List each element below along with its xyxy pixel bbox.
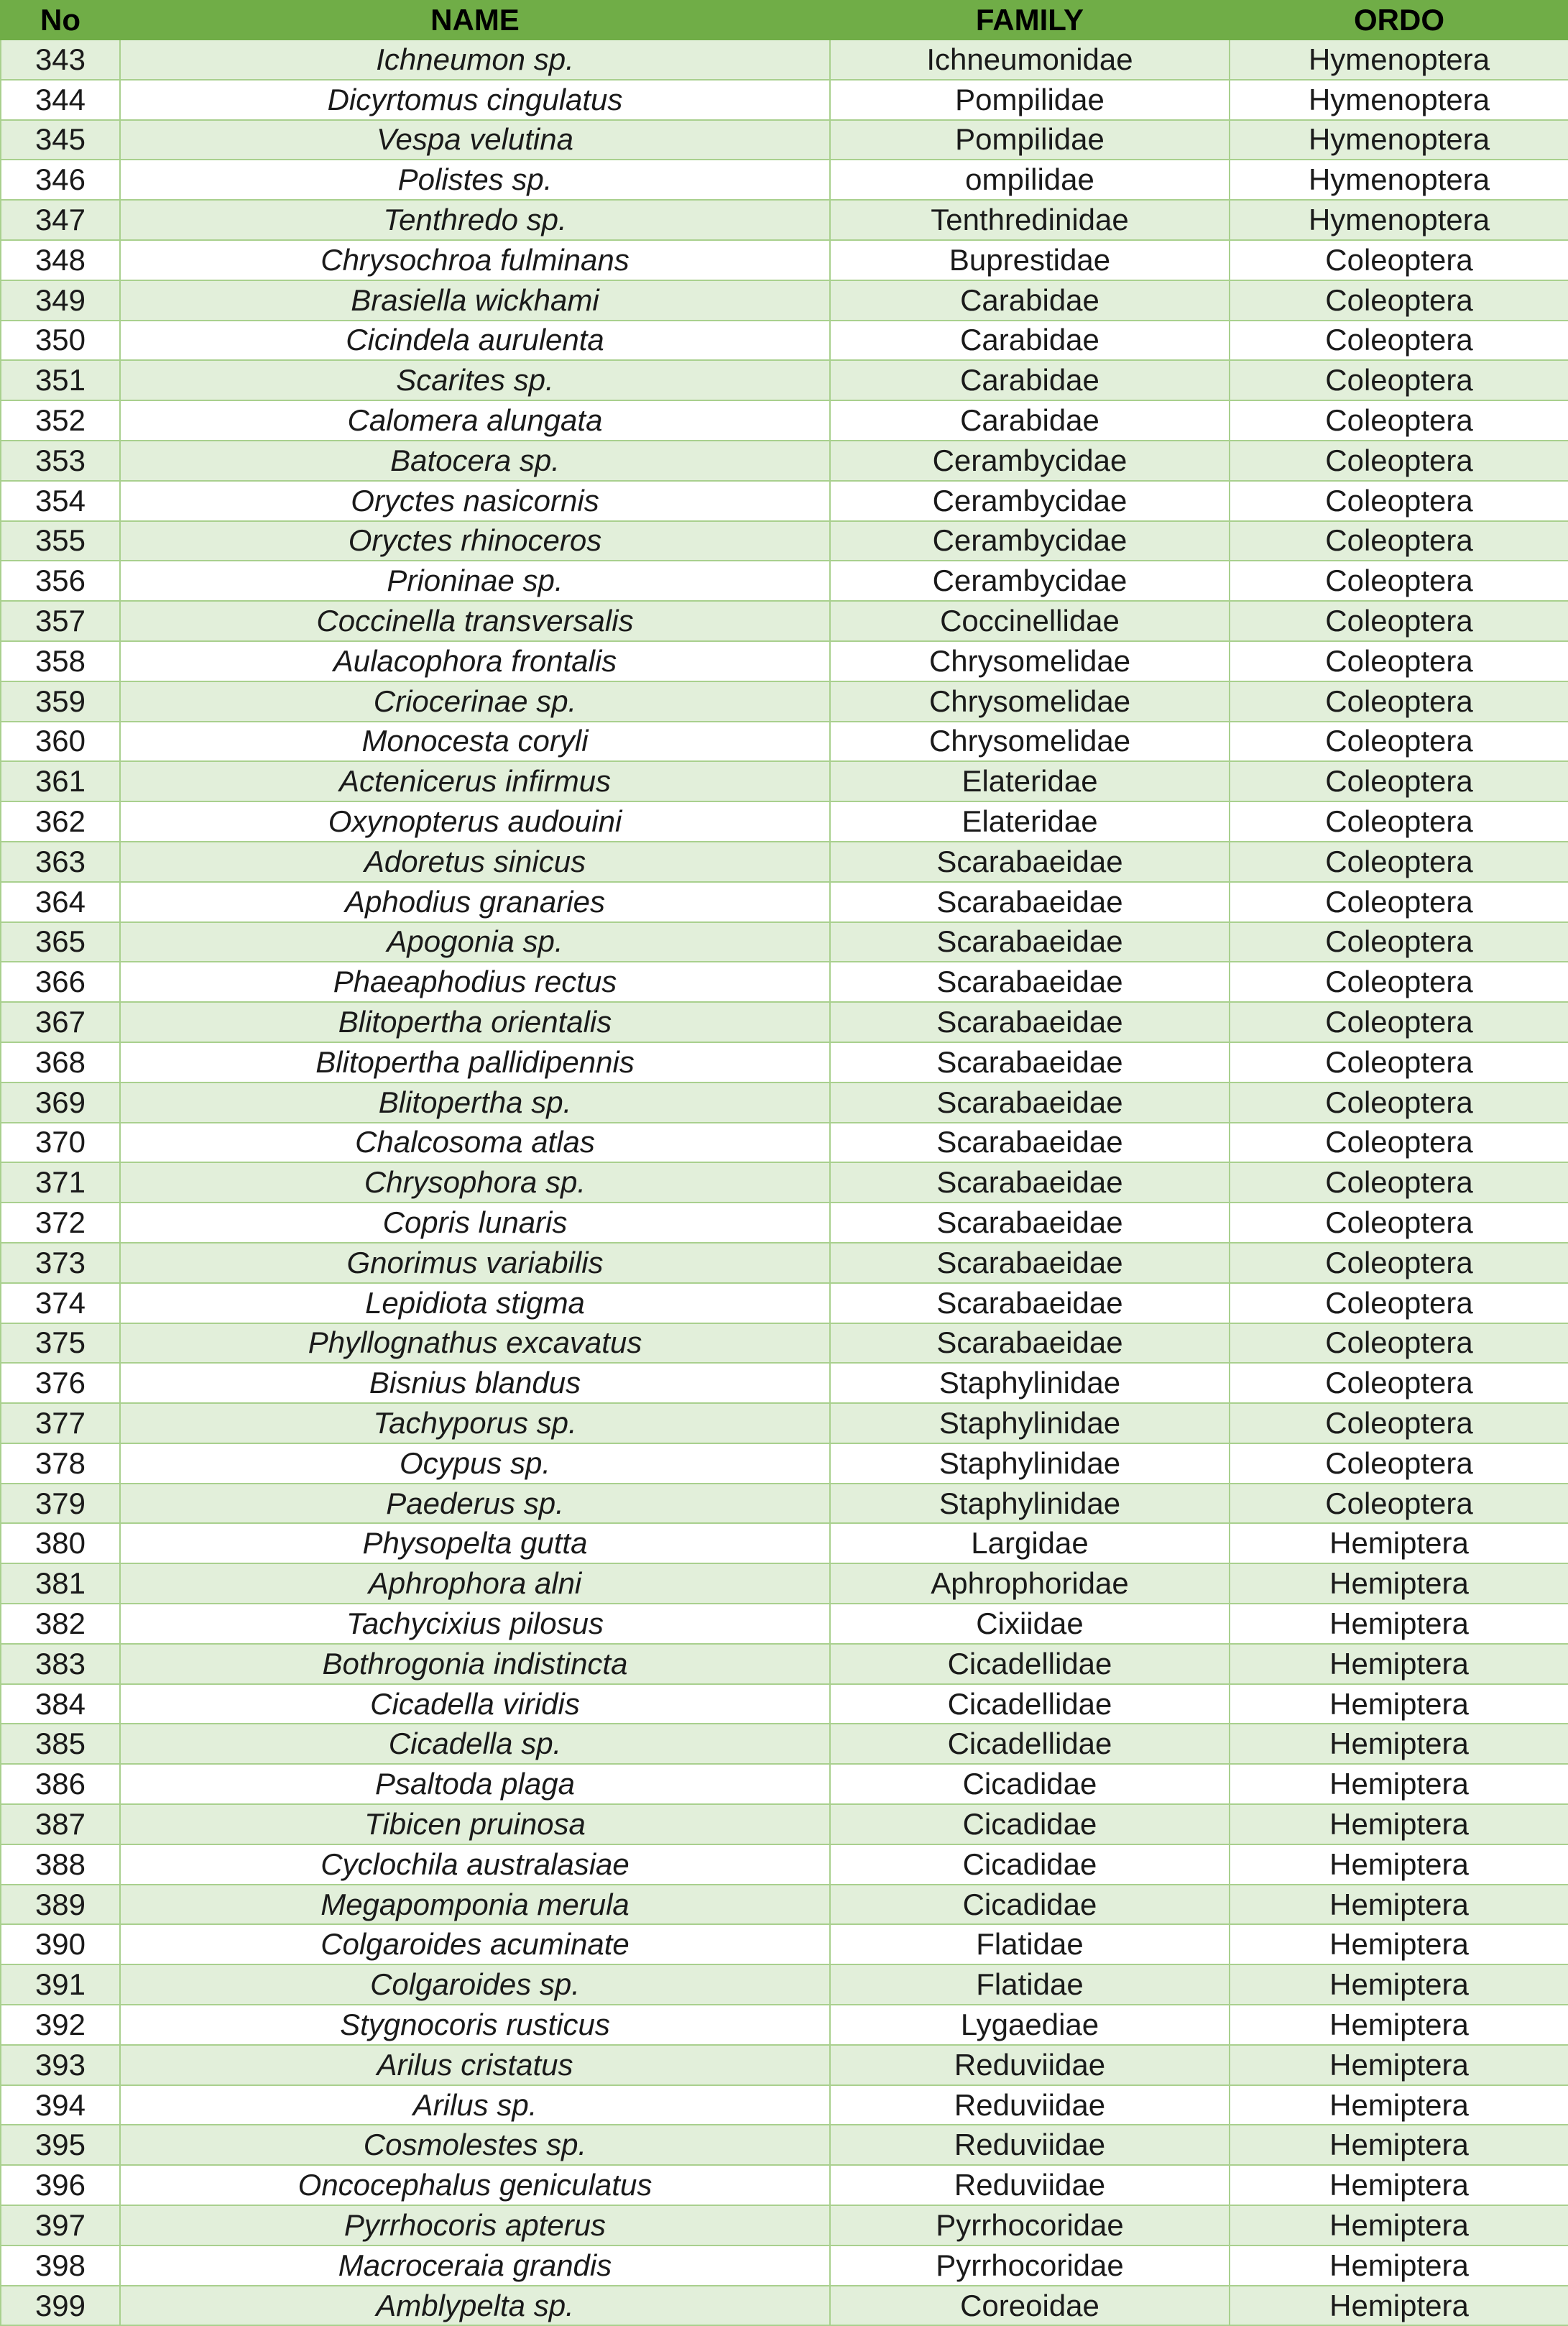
cell-name: Blitopertha sp. <box>120 1082 830 1123</box>
header-ordo: ORDO <box>1230 1 1568 40</box>
table-row <box>1 200 1568 240</box>
cell-ordo: Hemiptera <box>1230 2045 1568 2085</box>
cell-name: Ichneumon sp. <box>120 40 830 80</box>
cell-family: Cicadellidae <box>830 1644 1230 1684</box>
cell-no: 369 <box>1 1082 120 1123</box>
cell-name: Colgaroides sp. <box>120 1964 830 2005</box>
cell-name: Criocerinae sp. <box>120 681 830 722</box>
cell-ordo: Hemiptera <box>1230 1764 1568 1804</box>
cell-ordo: Coleoptera <box>1230 681 1568 722</box>
cell-no: 367 <box>1 1002 120 1042</box>
cell-family: Flatidae <box>830 1924 1230 1964</box>
cell-family: Reduviidae <box>830 2085 1230 2125</box>
cell-family: Scarabaeidae <box>830 1203 1230 1243</box>
cell-no: 396 <box>1 2165 120 2205</box>
cell-family: Scarabaeidae <box>830 1002 1230 1042</box>
cell-family: Scarabaeidae <box>830 882 1230 922</box>
cell-family: Largidae <box>830 1523 1230 1563</box>
table-row <box>1 1042 1568 1082</box>
cell-family: Carabidae <box>830 321 1230 361</box>
cell-ordo: Hemiptera <box>1230 1563 1568 1604</box>
cell-ordo: Coleoptera <box>1230 1042 1568 1082</box>
table-row <box>1 1323 1568 1364</box>
cell-family: ompilidae <box>830 160 1230 200</box>
cell-no: 394 <box>1 2085 120 2125</box>
cell-ordo: Coleoptera <box>1230 801 1568 842</box>
cell-family: Reduviidae <box>830 2125 1230 2165</box>
cell-family: Pompilidae <box>830 80 1230 120</box>
cell-name: Bothrogonia indistincta <box>120 1644 830 1684</box>
cell-family: Scarabaeidae <box>830 842 1230 882</box>
cell-family: Flatidae <box>830 1964 1230 2005</box>
table-row <box>1 1924 1568 1964</box>
cell-ordo: Coleoptera <box>1230 441 1568 481</box>
table-row <box>1 601 1568 641</box>
cell-no: 391 <box>1 1964 120 2005</box>
table-row <box>1 761 1568 801</box>
cell-no: 368 <box>1 1042 120 1082</box>
cell-ordo: Coleoptera <box>1230 321 1568 361</box>
cell-no: 389 <box>1 1885 120 1925</box>
cell-ordo: Hymenoptera <box>1230 80 1568 120</box>
cell-ordo: Hemiptera <box>1230 1523 1568 1563</box>
cell-no: 363 <box>1 842 120 882</box>
cell-family: Scarabaeidae <box>830 1082 1230 1123</box>
cell-name: Phaeaphodius rectus <box>120 962 830 1002</box>
cell-ordo: Hemiptera <box>1230 1724 1568 1764</box>
cell-no: 393 <box>1 2045 120 2085</box>
cell-no: 344 <box>1 80 120 120</box>
table-row <box>1 441 1568 481</box>
cell-ordo: Coleoptera <box>1230 360 1568 400</box>
table-row <box>1 1363 1568 1403</box>
cell-ordo: Hemiptera <box>1230 1964 1568 2005</box>
cell-no: 386 <box>1 1764 120 1804</box>
cell-name: Apogonia sp. <box>120 922 830 962</box>
cell-no: 357 <box>1 601 120 641</box>
cell-family: Cicadellidae <box>830 1684 1230 1724</box>
cell-ordo: Coleoptera <box>1230 1123 1568 1163</box>
cell-name: Gnorimus variabilis <box>120 1243 830 1283</box>
cell-family: Cicadidae <box>830 1885 1230 1925</box>
cell-name: Aphrophora alni <box>120 1563 830 1604</box>
cell-no: 384 <box>1 1684 120 1724</box>
cell-no: 398 <box>1 2245 120 2286</box>
table-row <box>1 160 1568 200</box>
cell-no: 378 <box>1 1443 120 1484</box>
table-row <box>1 1604 1568 1644</box>
cell-ordo: Coleoptera <box>1230 1203 1568 1243</box>
cell-ordo: Coleoptera <box>1230 1363 1568 1403</box>
table-row <box>1 801 1568 842</box>
cell-name: Cosmolestes sp. <box>120 2125 830 2165</box>
cell-family: Reduviidae <box>830 2045 1230 2085</box>
table-row <box>1 1764 1568 1804</box>
cell-name: Colgaroides acuminate <box>120 1924 830 1964</box>
cell-name: Brasiella wickhami <box>120 280 830 321</box>
table-row <box>1 1283 1568 1323</box>
cell-ordo: Coleoptera <box>1230 722 1568 762</box>
cell-no: 370 <box>1 1123 120 1163</box>
header-family: FAMILY <box>830 1 1230 40</box>
cell-family: Carabidae <box>830 400 1230 441</box>
header-name: NAME <box>120 1 830 40</box>
table-row <box>1 1082 1568 1123</box>
header-row <box>1 1 1568 40</box>
cell-ordo: Hymenoptera <box>1230 40 1568 80</box>
cell-no: 383 <box>1 1644 120 1684</box>
cell-family: Pompilidae <box>830 120 1230 160</box>
cell-ordo: Hemiptera <box>1230 1644 1568 1684</box>
cell-ordo: Hemiptera <box>1230 1924 1568 1964</box>
cell-ordo: Coleoptera <box>1230 1323 1568 1364</box>
cell-ordo: Hemiptera <box>1230 2205 1568 2245</box>
cell-family: Coreoidae <box>830 2286 1230 2326</box>
cell-no: 381 <box>1 1563 120 1604</box>
cell-no: 371 <box>1 1162 120 1203</box>
cell-family: Scarabaeidae <box>830 1283 1230 1323</box>
cell-ordo: Hemiptera <box>1230 1604 1568 1644</box>
cell-no: 350 <box>1 321 120 361</box>
cell-family: Staphylinidae <box>830 1443 1230 1484</box>
cell-ordo: Hemiptera <box>1230 2125 1568 2165</box>
cell-family: Coccinellidae <box>830 601 1230 641</box>
cell-family: Elateridae <box>830 761 1230 801</box>
cell-ordo: Hemiptera <box>1230 1684 1568 1724</box>
cell-ordo: Coleoptera <box>1230 280 1568 321</box>
cell-no: 348 <box>1 240 120 280</box>
cell-no: 380 <box>1 1523 120 1563</box>
cell-name: Calomera alungata <box>120 400 830 441</box>
cell-name: Tachycixius pilosus <box>120 1604 830 1644</box>
cell-ordo: Coleoptera <box>1230 1403 1568 1443</box>
cell-ordo: Hemiptera <box>1230 1804 1568 1844</box>
cell-no: 362 <box>1 801 120 842</box>
cell-name: Psaltoda plaga <box>120 1764 830 1804</box>
cell-no: 365 <box>1 922 120 962</box>
cell-name: Dicyrtomus cingulatus <box>120 80 830 120</box>
cell-ordo: Hemiptera <box>1230 1844 1568 1885</box>
table-row <box>1 2005 1568 2045</box>
table-row <box>1 1724 1568 1764</box>
cell-family: Tenthredinidae <box>830 200 1230 240</box>
cell-no: 364 <box>1 882 120 922</box>
table-row <box>1 1484 1568 1524</box>
cell-no: 377 <box>1 1403 120 1443</box>
cell-family: Cerambycidae <box>830 441 1230 481</box>
cell-name: Tenthredo sp. <box>120 200 830 240</box>
table-row <box>1 2205 1568 2245</box>
table-row <box>1 1523 1568 1563</box>
cell-name: Oryctes nasicornis <box>120 481 830 521</box>
cell-no: 399 <box>1 2286 120 2326</box>
cell-ordo: Coleoptera <box>1230 1082 1568 1123</box>
cell-ordo: Coleoptera <box>1230 761 1568 801</box>
cell-name: Arilus sp. <box>120 2085 830 2125</box>
cell-family: Cixiidae <box>830 1604 1230 1644</box>
table-row <box>1 1644 1568 1684</box>
table-row <box>1 1964 1568 2005</box>
cell-name: Macroceraia grandis <box>120 2245 830 2286</box>
cell-no: 385 <box>1 1724 120 1764</box>
table-row <box>1 321 1568 361</box>
cell-name: Coccinella transversalis <box>120 601 830 641</box>
cell-family: Scarabaeidae <box>830 922 1230 962</box>
cell-no: 347 <box>1 200 120 240</box>
cell-name: Adoretus sinicus <box>120 842 830 882</box>
cell-family: Reduviidae <box>830 2165 1230 2205</box>
cell-name: Polistes sp. <box>120 160 830 200</box>
table-row <box>1 521 1568 561</box>
cell-no: 353 <box>1 441 120 481</box>
cell-ordo: Coleoptera <box>1230 641 1568 681</box>
cell-no: 397 <box>1 2205 120 2245</box>
cell-ordo: Hemiptera <box>1230 2085 1568 2125</box>
table-row <box>1 360 1568 400</box>
cell-no: 373 <box>1 1243 120 1283</box>
cell-no: 374 <box>1 1283 120 1323</box>
cell-family: Staphylinidae <box>830 1363 1230 1403</box>
table-row <box>1 1563 1568 1604</box>
cell-ordo: Hemiptera <box>1230 2005 1568 2045</box>
table-row <box>1 1684 1568 1724</box>
cell-name: Copris lunaris <box>120 1203 830 1243</box>
cell-name: Aphodius granaries <box>120 882 830 922</box>
cell-no: 379 <box>1 1484 120 1524</box>
cell-name: Chrysochroa fulminans <box>120 240 830 280</box>
table-row <box>1 1804 1568 1844</box>
table-row <box>1 2125 1568 2165</box>
cell-family: Pyrrhocoridae <box>830 2245 1230 2286</box>
cell-ordo: Coleoptera <box>1230 561 1568 601</box>
table-row <box>1 641 1568 681</box>
cell-no: 366 <box>1 962 120 1002</box>
table-row <box>1 2165 1568 2205</box>
cell-no: 375 <box>1 1323 120 1364</box>
cell-ordo: Hemiptera <box>1230 2286 1568 2326</box>
cell-name: Aulacophora frontalis <box>120 641 830 681</box>
cell-no: 395 <box>1 2125 120 2165</box>
cell-family: Carabidae <box>830 280 1230 321</box>
cell-name: Paederus sp. <box>120 1484 830 1524</box>
cell-family: Staphylinidae <box>830 1403 1230 1443</box>
cell-ordo: Coleoptera <box>1230 1243 1568 1283</box>
cell-name: Tibicen pruinosa <box>120 1804 830 1844</box>
cell-ordo: Coleoptera <box>1230 842 1568 882</box>
table-row <box>1 240 1568 280</box>
cell-name: Bisnius blandus <box>120 1363 830 1403</box>
cell-name: Megapomponia merula <box>120 1885 830 1925</box>
cell-ordo: Coleoptera <box>1230 922 1568 962</box>
cell-family: Chrysomelidae <box>830 722 1230 762</box>
cell-ordo: Coleoptera <box>1230 481 1568 521</box>
cell-name: Lepidiota stigma <box>120 1283 830 1323</box>
cell-no: 354 <box>1 481 120 521</box>
cell-no: 392 <box>1 2005 120 2045</box>
table-row <box>1 2085 1568 2125</box>
table-row <box>1 1443 1568 1484</box>
cell-name: Vespa velutina <box>120 120 830 160</box>
cell-no: 351 <box>1 360 120 400</box>
cell-no: 390 <box>1 1924 120 1964</box>
table-row <box>1 1203 1568 1243</box>
table-row <box>1 2286 1568 2326</box>
table-row <box>1 481 1568 521</box>
cell-family: Scarabaeidae <box>830 1162 1230 1203</box>
cell-name: Cicadella sp. <box>120 1724 830 1764</box>
cell-family: Carabidae <box>830 360 1230 400</box>
cell-ordo: Coleoptera <box>1230 400 1568 441</box>
cell-name: Ocypus sp. <box>120 1443 830 1484</box>
cell-name: Chrysophora sp. <box>120 1162 830 1203</box>
cell-name: Oryctes rhinoceros <box>120 521 830 561</box>
cell-no: 361 <box>1 761 120 801</box>
table-row <box>1 1123 1568 1163</box>
table-row <box>1 842 1568 882</box>
cell-family: Cicadidae <box>830 1844 1230 1885</box>
cell-no: 346 <box>1 160 120 200</box>
cell-no: 349 <box>1 280 120 321</box>
cell-ordo: Coleoptera <box>1230 601 1568 641</box>
header-no: No <box>1 1 120 40</box>
cell-name: Cicadella viridis <box>120 1684 830 1724</box>
cell-name: Prioninae sp. <box>120 561 830 601</box>
cell-family: Scarabaeidae <box>830 1042 1230 1082</box>
cell-name: Actenicerus infirmus <box>120 761 830 801</box>
cell-ordo: Coleoptera <box>1230 240 1568 280</box>
table-row <box>1 120 1568 160</box>
cell-name: Oncocephalus geniculatus <box>120 2165 830 2205</box>
cell-no: 345 <box>1 120 120 160</box>
cell-name: Stygnocoris rusticus <box>120 2005 830 2045</box>
table-header <box>1 1 1568 40</box>
cell-name: Cyclochila australasiae <box>120 1844 830 1885</box>
cell-ordo: Coleoptera <box>1230 521 1568 561</box>
table-row <box>1 962 1568 1002</box>
cell-family: Cicadidae <box>830 1804 1230 1844</box>
cell-family: Pyrrhocoridae <box>830 2205 1230 2245</box>
cell-no: 387 <box>1 1804 120 1844</box>
table-row <box>1 1844 1568 1885</box>
cell-family: Cicadellidae <box>830 1724 1230 1764</box>
cell-ordo: Hymenoptera <box>1230 120 1568 160</box>
cell-name: Monocesta coryli <box>120 722 830 762</box>
cell-name: Scarites sp. <box>120 360 830 400</box>
cell-ordo: Hymenoptera <box>1230 200 1568 240</box>
cell-ordo: Coleoptera <box>1230 882 1568 922</box>
cell-ordo: Coleoptera <box>1230 1002 1568 1042</box>
table-row <box>1 681 1568 722</box>
table-row <box>1 882 1568 922</box>
cell-family: Scarabaeidae <box>830 1243 1230 1283</box>
table-row <box>1 561 1568 601</box>
cell-family: Elateridae <box>830 801 1230 842</box>
table-row <box>1 40 1568 80</box>
cell-family: Scarabaeidae <box>830 1123 1230 1163</box>
cell-family: Cerambycidae <box>830 521 1230 561</box>
cell-no: 356 <box>1 561 120 601</box>
table-row <box>1 280 1568 321</box>
cell-name: Chalcosoma atlas <box>120 1123 830 1163</box>
cell-no: 343 <box>1 40 120 80</box>
cell-no: 359 <box>1 681 120 722</box>
cell-no: 358 <box>1 641 120 681</box>
cell-name: Cicindela aurulenta <box>120 321 830 361</box>
cell-name: Amblypelta sp. <box>120 2286 830 2326</box>
cell-ordo: Hemiptera <box>1230 2165 1568 2205</box>
cell-ordo: Coleoptera <box>1230 1484 1568 1524</box>
cell-name: Physopelta gutta <box>120 1523 830 1563</box>
cell-name: Phyllognathus excavatus <box>120 1323 830 1364</box>
cell-name: Oxynopterus audouini <box>120 801 830 842</box>
cell-no: 382 <box>1 1604 120 1644</box>
cell-ordo: Hemiptera <box>1230 1885 1568 1925</box>
cell-family: Chrysomelidae <box>830 681 1230 722</box>
cell-ordo: Coleoptera <box>1230 962 1568 1002</box>
cell-no: 355 <box>1 521 120 561</box>
cell-family: Cerambycidae <box>830 561 1230 601</box>
table-row <box>1 80 1568 120</box>
cell-name: Arilus cristatus <box>120 2045 830 2085</box>
cell-ordo: Hemiptera <box>1230 2245 1568 2286</box>
table-body <box>1 40 1568 2325</box>
cell-family: Cerambycidae <box>830 481 1230 521</box>
table-row <box>1 2245 1568 2286</box>
cell-no: 376 <box>1 1363 120 1403</box>
table-row <box>1 1162 1568 1203</box>
cell-ordo: Coleoptera <box>1230 1283 1568 1323</box>
cell-name: Blitopertha pallidipennis <box>120 1042 830 1082</box>
table-row <box>1 2045 1568 2085</box>
cell-family: Scarabaeidae <box>830 962 1230 1002</box>
cell-name: Tachyporus sp. <box>120 1403 830 1443</box>
table-row <box>1 1885 1568 1925</box>
cell-family: Lygaediae <box>830 2005 1230 2045</box>
cell-name: Batocera sp. <box>120 441 830 481</box>
cell-ordo: Coleoptera <box>1230 1443 1568 1484</box>
table-row <box>1 400 1568 441</box>
cell-no: 360 <box>1 722 120 762</box>
cell-no: 352 <box>1 400 120 441</box>
cell-ordo: Coleoptera <box>1230 1162 1568 1203</box>
table-row <box>1 922 1568 962</box>
cell-name: Blitopertha orientalis <box>120 1002 830 1042</box>
cell-family: Aphrophoridae <box>830 1563 1230 1604</box>
cell-family: Staphylinidae <box>830 1484 1230 1524</box>
table-row <box>1 1002 1568 1042</box>
cell-ordo: Hymenoptera <box>1230 160 1568 200</box>
cell-family: Chrysomelidae <box>830 641 1230 681</box>
cell-name: Pyrrhocoris apterus <box>120 2205 830 2245</box>
cell-family: Cicadidae <box>830 1764 1230 1804</box>
cell-family: Scarabaeidae <box>830 1323 1230 1364</box>
cell-no: 372 <box>1 1203 120 1243</box>
cell-family: Buprestidae <box>830 240 1230 280</box>
table-row <box>1 1403 1568 1443</box>
cell-no: 388 <box>1 1844 120 1885</box>
cell-family: Ichneumonidae <box>830 40 1230 80</box>
table-row <box>1 722 1568 762</box>
table-row <box>1 1243 1568 1283</box>
